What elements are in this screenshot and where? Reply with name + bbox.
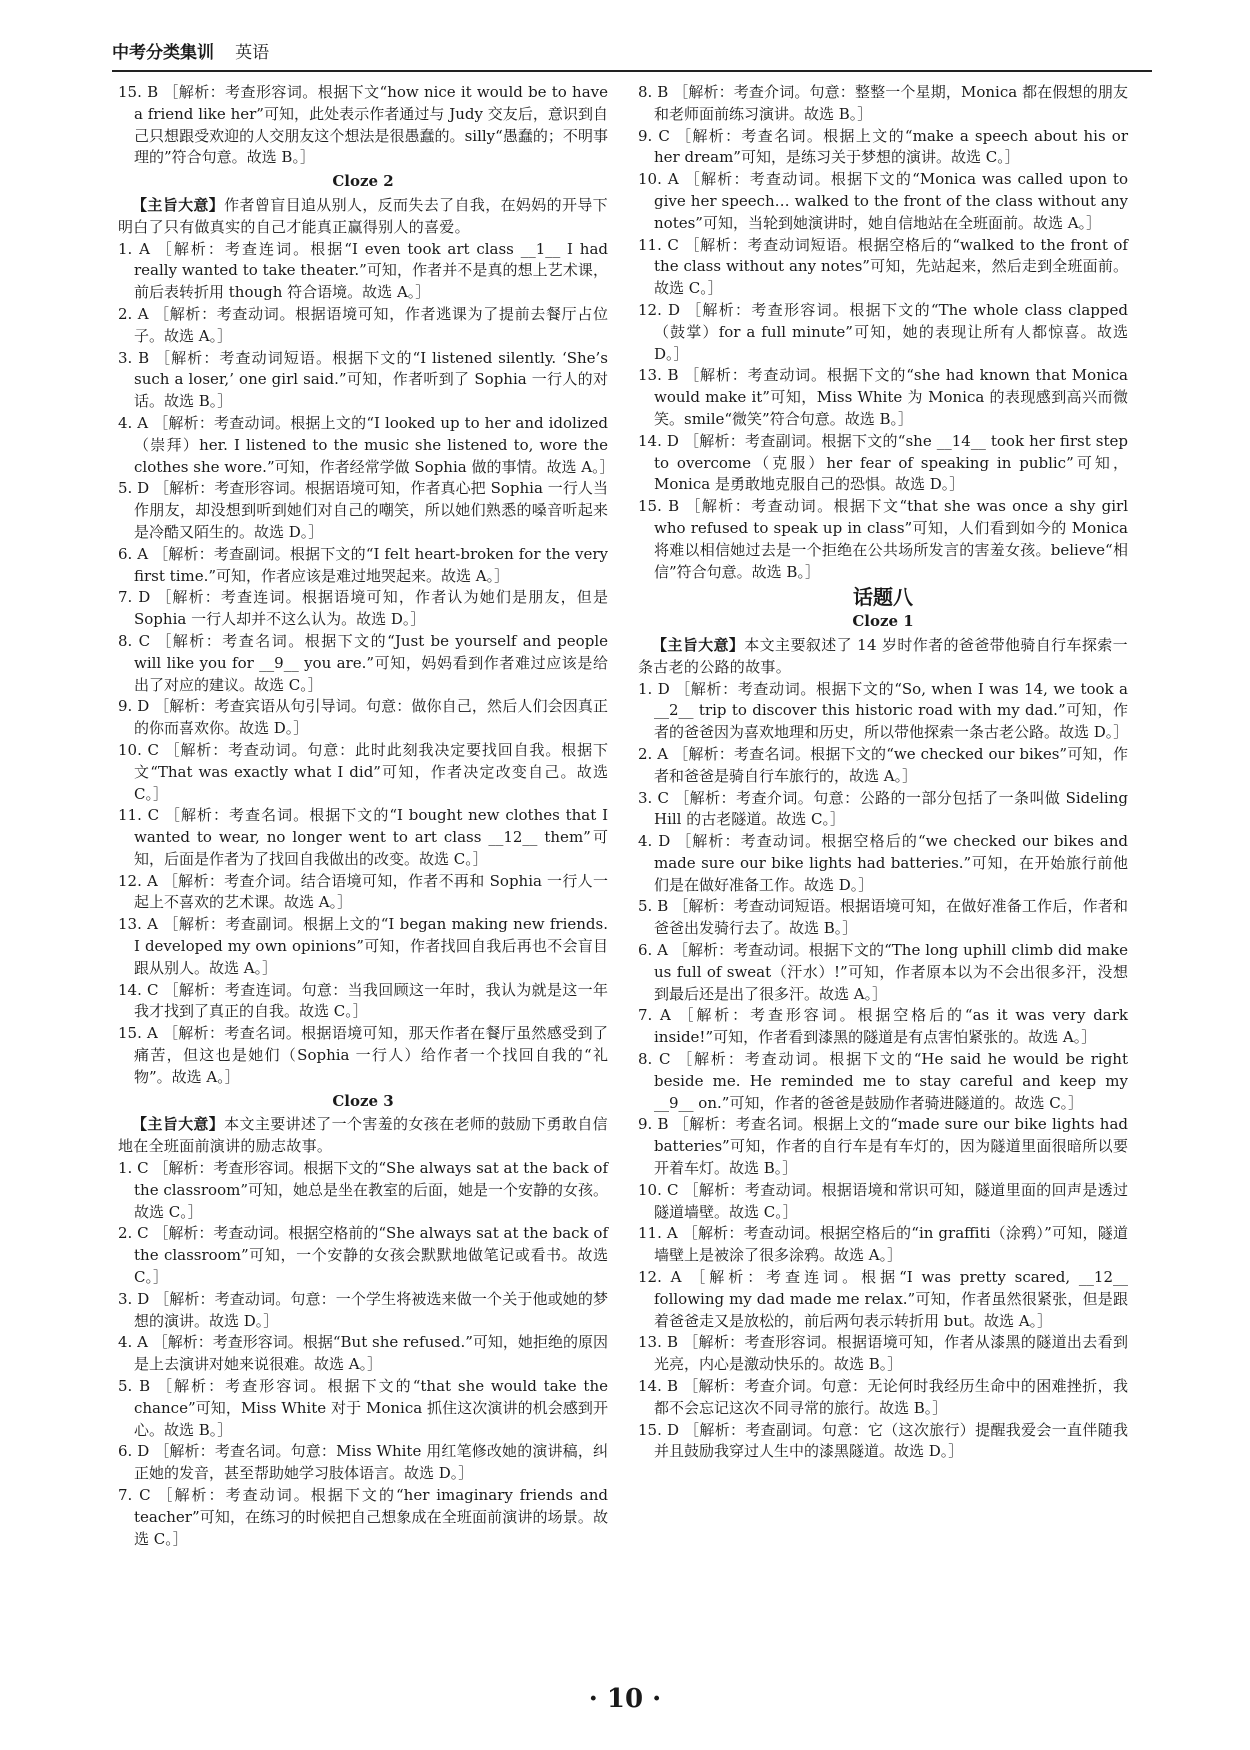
answer-item: 5. B ［解析：考查形容词。根据下文的“that she would take the chance”可知，Miss White 对于 Monica 抓住这次演讲的机会感到开心。故选 B。］ [118, 1377, 608, 1439]
page-number: · 10 · [588, 1684, 662, 1714]
answer-item: 11. C ［解析：考查名词。根据下文的“I bought new clothes that I wanted to wear, no longer went to art class __12__ them”可知，后面是作者为了找回自我做出的改变。故选 C。］ [118, 806, 608, 868]
answer-item: 7. A ［解析：考查形容词。根据空格后的“as it was very dark inside!”可知，作者看到漆黑的隧道是有点害怕紧张的。故选 A。］ [638, 1006, 1128, 1047]
summary-label: 【主旨大意】 [652, 635, 745, 654]
answer-item: 2. C ［解析：考查动词。根据空格前的“She always sat at the back of the classroom”可知，一个安静的女孩会默默地做笔记或看书。故选 C。］ [118, 1224, 608, 1287]
header-rule [112, 70, 1152, 72]
answer-item: 5. B ［解析：考查动词短语。根据语境可知，在做好准备工作后，作者和爸爸出发骑行去了。故选 B。］ [638, 897, 1128, 938]
answer-item: 13. A ［解析：考查副词。根据上文的“I began making new friends. I developed my own opinions”可知，作者找回自我后再也不会盲目跟从别人。故选 A。］ [118, 915, 608, 977]
answer-item: 8. B ［解析：考查介词。句意：整整一个星期，Monica 都在假想的朋友和老师面前练习演讲。故选 B。］ [638, 83, 1128, 123]
answer-item: 8. C ［解析：考查动词。根据下文的“He said he would be right beside me. He reminded me to stay careful and keep my __9__ on.”可知，作者的爸爸是鼓励作者骑进隧道的。故选 C。］ [638, 1050, 1128, 1112]
answer-item: 11. A ［解析：考查动词。根据空格后的“in graffiti（涂鸦）”可知，隧道墙壁上是被涂了很多涂鸦。故选 A。］ [638, 1224, 1128, 1265]
answer-item: 10. A ［解析：考查动词。根据下文的“Monica was called upon to give her speech… walked to the front of the class without any notes”可知，当轮到她演讲时，她自信地站在全班面前。故选 A。］ [638, 170, 1128, 232]
answer-item: 3. B ［解析：考查动词短语。根据下文的“I listened silently. ‘She’s such a loser,’ one girl said.”可知，作者听到了 Sophia 一行人的对话。故选 B。］ [118, 348, 608, 411]
cloze-heading: Cloze 2 [332, 172, 394, 191]
answer-item: 7. C ［解析：考查动词。根据下文的“her imaginary friends and teacher”可知，在练习的时候把自己想象成在全班面前演讲的场景。故选 C。］ [118, 1486, 608, 1548]
cloze-heading: Cloze 3 [332, 1091, 394, 1110]
summary-label: 【主旨大意】 [132, 1115, 225, 1134]
summary-text: 本文主要讲述了一个害羞的女孩在老师的鼓励下勇敢自信地在全班面前演讲的励志故事。 [118, 1115, 608, 1156]
answer-item: 1. D ［解析：考查动词。根据下文的“So, when I was 14, we took a __2__ trip to discover this historic road with my dad.”可知，作者的爸爸因为喜欢地理和历史，所以带他探索一条古老公路。故选 D。］ [638, 679, 1129, 742]
answer-item: 2. A ［解析：考查名词。根据下文的“we checked our bikes”可知，作者和爸爸是骑自行车旅行的，故选 A。］ [638, 744, 1128, 785]
summary-paragraph [118, 195, 608, 239]
answer-item: 14. B ［解析：考查介词。句意：无论何时我经历生命中的困难挫折，我都不会忘记这次不同寻常的旅行。故选 B。］ [638, 1377, 1128, 1417]
answer-item: 14. C ［解析：考查连词。句意：当我回顾这一年时，我认为就是这一年我才找到了真正的自我。故选 C。］ [118, 980, 608, 1021]
cloze-heading: Cloze 1 [852, 612, 914, 631]
answer-item: 1. C ［解析：考查形容词。根据下文的“She always sat at the back of the classroom”可知，她总是坐在教室的后面，她是一个安静的女孩。故选 C。］ [118, 1159, 608, 1221]
answer-item: 15. A ［解析：考查名词。根据语境可知，那天作者在餐厅虽然感受到了痛苦，但这也是她们（Sophia 一行人）给作者一个找回自我的“礼物”。故选 A。］ [118, 1024, 608, 1086]
answer-item: 15. D ［解析：考查副词。句意：它（这次旅行）提醒我爱会一直伴随我并且鼓励我穿过人生中的漆黑隧道。故选 D。］ [638, 1420, 1128, 1461]
summary-text: 本文主要叙述了 14 岁时作者的爸爸带他骑自行车探索一条古老的公路的故事。 [638, 635, 1128, 676]
answer-item: 6. A ［解析：考查动词。根据下文的“The long uphill climb did make us full of sweat（汗水）!”可知，作者原本以为不会出很多汗，没想到最后还是出了很多汗。故选 A。］ [638, 941, 1128, 1003]
answer-item: 5. D ［解析：考查形容词。根据语境可知，作者真心把 Sophia 一行人当作朋友，却没想到听到她们对自己的嘲笑，所以她们熟悉的嗓音听起来是冷酷又陌生的。故选 D。］ [118, 479, 608, 541]
page-header [112, 38, 1152, 68]
answer-item: 9. D ［解析：考查宾语从句引导词。句意：做你自己，然后人们会因真正的你而喜欢你。故选 D。］ [118, 697, 608, 738]
answer-item: 8. C ［解析：考查名词。根据下文的“Just be yourself and people will like you for __9__ you are.”可知，妈妈看到作者难过应该是给出了对应的建议。故选 C。］ [118, 631, 608, 694]
topic-heading: 话题八 [853, 585, 913, 610]
answer-item: 12. D ［解析：考查形容词。根据下文的“The whole class clapped（鼓掌）for a full minute”可知，她的表现让所有人都惊喜。故选 D。］ [638, 300, 1128, 363]
subject-label: 英语 [235, 43, 270, 63]
series-title: 中考分类集训 [112, 43, 214, 63]
summary-paragraph [118, 1114, 608, 1158]
answer-item: 15. B ［解析：考查形容词。根据下文“how nice it would be to have a friend like her”可知，此处表示作者通过与 Judy 交友后，意识到自己只想跟受欢迎的人交朋友这个想法是很愚蠢的。silly“愚蠢的；不明事理的”符合句意。故选 B。］ [118, 83, 608, 167]
answer-item: 4. A ［解析：考查形容词。根据“But she refused.”可知，她拒绝的原因是上去演讲对她来说很难。故选 A。］ [118, 1333, 608, 1374]
answer-item: 3. D ［解析：考查动词。句意：一个学生将被选来做一个关于他或她的梦想的演讲。故选 D。］ [118, 1289, 608, 1330]
right-column [638, 82, 1128, 1463]
answer-item: 12. A ［解析：考查连词。根据“I was pretty scared, __12__ following my dad made me relax.”可知，作者虽然很紧张，但是跟着爸爸走又是放松的，前后两句表示转折用 but。故选 A。］ [638, 1268, 1128, 1330]
answer-item: 4. D ［解析：考查动词。根据空格后的“we checked our bikes and made sure our bike lights had batteries.”可知，在开始旅行前他们是在做好准备工作。故选 D。］ [638, 832, 1128, 894]
summary-label: 【主旨大意】 [132, 195, 225, 214]
answer-item: 3. C ［解析：考查介词。句意：公路的一部分包括了一条叫做 Sideling Hill 的古老隧道。故选 C。］ [638, 788, 1128, 829]
answer-item: 4. A ［解析：考查动词。根据上文的“I looked up to her and idolized（崇拜）her. I listened to the music she listened to, wore the clothes she wore.”可知，作者经常学做 Sophia 做的事情。故选 A。］ [118, 413, 615, 476]
summary-text: 作者曾盲目追从别人，反而失去了自我，在妈妈的开导下明白了只有做真实的自己才能真正赢得别人的喜爱。 [118, 195, 608, 236]
answer-item: 10. C ［解析：考查动词。句意：此时此刻我决定要找回自我。根据下文“That was exactly what I did”可知，作者决定改变自己。故选 C。］ [118, 740, 608, 803]
answer-item: 13. B ［解析：考查动词。根据下文的“she had known that Monica would make it”可知，Miss White 为 Monica 的表现感到高兴而微笑。smile“微笑”符合句意。故选 B。］ [638, 366, 1128, 428]
answer-item: 2. A ［解析：考查动词。根据语境可知，作者逃课为了提前去餐厅占位子。故选 A。］ [118, 304, 608, 345]
answer-item: 6. A ［解析：考查副词。根据下文的“I felt heart-broken for the very first time.”可知，作者应该是难过地哭起来。故选 A。］ [118, 544, 608, 585]
answer-item: 12. A ［解析：考查介词。结合语境可知，作者不再和 Sophia 一行人一起上不喜欢的艺术课。故选 A。］ [118, 871, 608, 912]
answer-item: 1. A ［解析：考查连词。根据“I even took art class __1__ I had really wanted to take theater.”可知，作者并不是真的想上艺术课，前后表转折用 though 符合语境。故选 A。］ [118, 239, 608, 302]
answer-item: 10. C ［解析：考查动词。根据语境和常识可知，隧道里面的回声是透过隧道墙壁。故选 C。］ [638, 1180, 1128, 1221]
answer-item: 9. C ［解析：考查名词。根据上文的“make a speech about his or her dream”可知，是练习关于梦想的演讲。故选 C。］ [638, 126, 1128, 167]
answer-item: 15. B ［解析：考查动词。根据下文“that she was once a shy girl who refused to speak up in class”可知，人们看到如今的 Monica 将难以相信她过去是一个拒绝在公共场所发言的害羞女孩。believe“相信”符合句意。故选 B。］ [638, 497, 1128, 581]
answer-item: 6. D ［解析：考查名词。句意：Miss White 用红笔修改她的演讲稿，纠正她的发音，甚至帮助她学习肢体语言。故选 D。］ [118, 1442, 608, 1483]
summary-paragraph [638, 635, 1128, 679]
left-column [118, 82, 615, 1550]
answer-item: 13. B ［解析：考查形容词。根据语境可知，作者从漆黑的隧道出去看到光亮，内心是激动快乐的。故选 B。］ [638, 1333, 1128, 1374]
answer-item: 11. C ［解析：考查动词短语。根据空格后的“walked to the front of the class without any notes”可知，先站起来，然后走到全班面前。故选 C。］ [638, 235, 1128, 298]
answer-item: 9. B ［解析：考查名词。根据上文的“made sure our bike lights had batteries”可知，作者的自行车是有车灯的，因为隧道里面很暗所以要开着车灯。故选 B。］ [638, 1115, 1128, 1178]
answer-item: 7. D ［解析：考查连词。根据语境可知，作者认为她们是朋友，但是 Sophia 一行人却并不这么认为。故选 D。］ [118, 588, 608, 629]
answer-item: 14. D ［解析：考查副词。根据下文的“she __14__ took her first step to overcome（克服）her fear of speaking in public”可知，Monica 是勇敢地克服自己的恐惧。故选 D。］ [638, 431, 1128, 494]
